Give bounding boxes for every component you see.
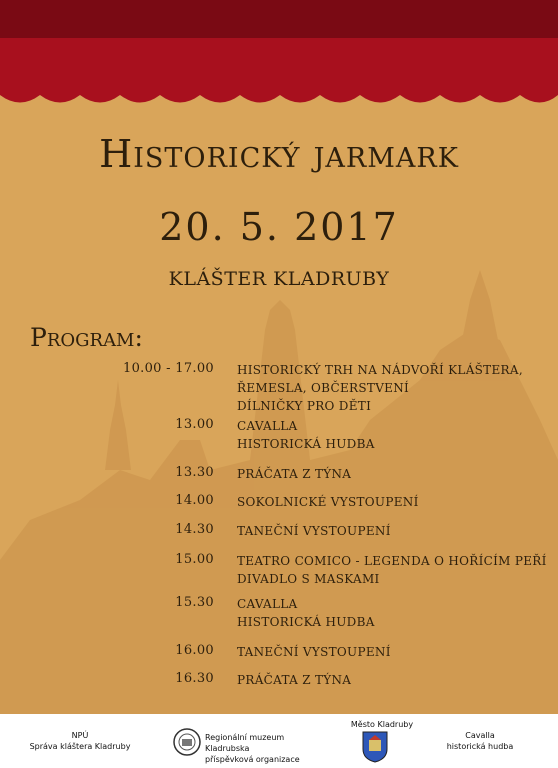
program-line: HISTORICKÁ HUDBA: [237, 437, 375, 451]
program-line: HISTORICKÝ TRH NA NÁDVOŘÍ KLÁŠTERA,: [237, 363, 523, 377]
program-line: SOKOLNICKÉ VYSTOUPENÍ: [237, 495, 419, 509]
program-time: 15.30: [175, 595, 214, 610]
program-time: 10.00 - 17.00: [123, 361, 214, 376]
event-venue: KLÁŠTER KLADRUBY: [168, 268, 390, 290]
program-line: TEATRO COMICO - LEGENDA O HOŘÍCÍM PEŘÍ: [237, 554, 547, 568]
museum-name: Regionální muzeum Kladrubska: [205, 733, 285, 753]
event-date: 20. 5. 2017: [159, 205, 399, 249]
program-description: [237, 643, 391, 661]
program-line: PRÁČATA Z TÝNA: [237, 673, 352, 687]
program-time: 13.00: [175, 417, 214, 432]
red-curtain: [0, 0, 558, 110]
program-description: [237, 595, 375, 631]
program-heading: Program:: [30, 323, 143, 352]
cavalla-name: Cavalla: [465, 731, 495, 740]
program-line: CAVALLA: [237, 597, 298, 611]
town-credit: [342, 719, 422, 730]
program-description: [237, 522, 391, 540]
cavalla-subtitle: historická hudba: [446, 742, 514, 751]
cavalla-credit: [440, 730, 520, 752]
program-time: 16.30: [175, 671, 214, 686]
program-time: 14.30: [175, 522, 214, 537]
program-line: TANEČNÍ VYSTOUPENÍ: [237, 524, 391, 538]
museum-credit: [205, 732, 325, 765]
program-time: 14.00: [175, 493, 214, 508]
town-coat-of-arms-icon: [362, 731, 388, 763]
museum-seal-icon: [172, 727, 202, 757]
program-time: 16.00: [175, 643, 214, 658]
npu-credit: [20, 730, 140, 752]
museum-subtitle: příspěvková organizace: [205, 755, 300, 764]
npu-name: NPÚ: [71, 731, 89, 740]
sponsors-footer: [0, 714, 558, 768]
program-description: [237, 417, 375, 453]
program-line: DÍLNIČKY PRO DĚTI: [237, 399, 372, 413]
program-description: [237, 493, 419, 511]
program-line: CAVALLA: [237, 419, 298, 433]
program-description: [237, 465, 351, 483]
program-description: [237, 671, 351, 689]
event-title: Historický jarmark: [99, 132, 459, 176]
npu-subtitle: Správa kláštera Kladruby: [29, 742, 131, 751]
program-time: 13.30: [175, 465, 214, 480]
program-line: ŘEMESLA, OBČERSTVENÍ: [237, 381, 410, 395]
program-line: HISTORICKÁ HUDBA: [237, 615, 375, 629]
program-line: TANEČNÍ VYSTOUPENÍ: [237, 645, 391, 659]
town-name: Město Kladruby: [350, 720, 414, 729]
program-description: [237, 361, 523, 415]
program-line: DIVADLO S MASKAMI: [237, 572, 380, 586]
program-description: [237, 552, 547, 588]
program-time: 15.00: [175, 552, 214, 567]
program-line: PRÁČATA Z TÝNA: [237, 467, 352, 481]
